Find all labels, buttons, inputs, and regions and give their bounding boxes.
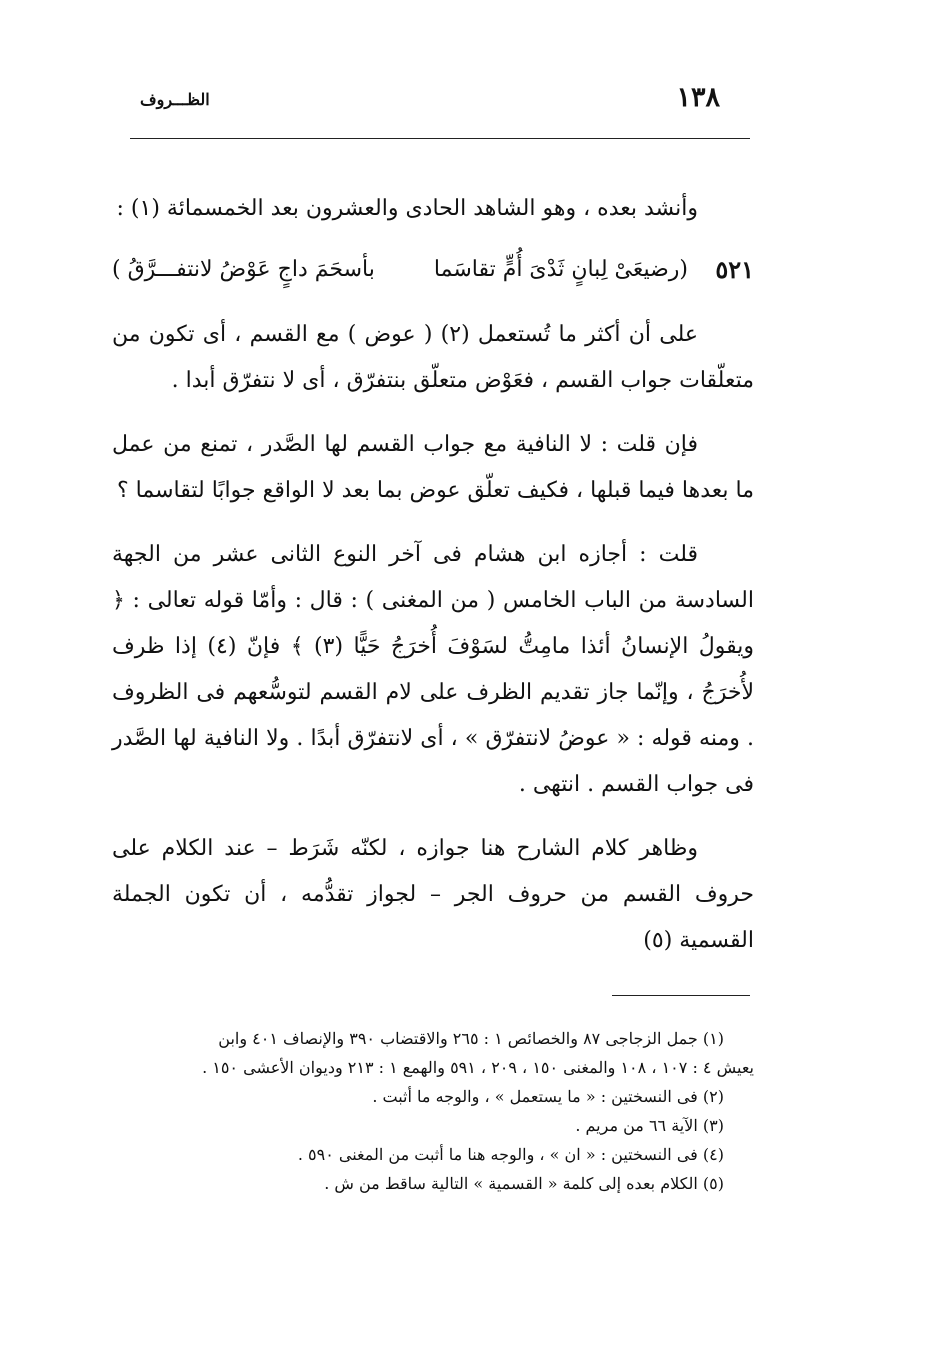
footnotes [112, 1024, 754, 1198]
page-header [130, 82, 750, 122]
paragraph-1: على أن أكثر ما تُستعمل (٢) ( عوض ) مع القسم ، أى تكون من متعلّقات جواب القسم ، فعَوْض متعلّق بنتفرّق ، أى لا نتفرّق أبدا . [112, 322, 754, 393]
footnote-4: (٤) فى النسختين : « ان » ، والوجه هنا ما أثبت من المغنى ٥٩٠ . [297, 1145, 724, 1164]
running-title: الظـــروف [140, 90, 210, 109]
footnote-5: (٥) الكلام بعده إلى كلمة « القسمية » التالية ساقط من ش . [324, 1174, 724, 1193]
paragraph-3: قلت : أجازه ابن هشام فى آخر النوع الثانى عشر من الجهة السادسة من الباب الخامس ( من المغنى ) : قال : وأمّا قوله تعالى : ﴿ ويقولُ الإنسانُ أئذا مامِتُّ لسَوْفَ أُخرَجُ حَيًّا (٣) ﴾ فإنّ (٤) إذا ظرف لأُخرَجُ ، وإنّما جاز تقديم الظرف على لام القسم لتوسُّعهم فى الظروف . ومنه قوله : « عوضُ لانتفرّق » ، أى لانتفرّق أبدًا . ولا النافية لها الصَّدر فى جواب القسم . انتهى . [112, 542, 754, 797]
verse-number: ٥٢١ [715, 255, 754, 284]
page-number: ١٣٨ [676, 82, 720, 113]
footnote-1-continuation: يعيش ٤ : ١٠٧ ، ١٠٨ والمغنى ١٥٠ ، ٢٠٩ ، ٥٩١ والهمع ١ : ٢١٣ وديوان الأعشى ١٥٠ . [202, 1058, 754, 1077]
poetry-verse [112, 250, 754, 290]
paragraph-2: فإن قلت : لا النافية مع جواب القسم لها الصَّدر ، تمنع من عمل ما بعدها فيما قبلها ، فكيف تعلّق عوض بما بعد لا الواقع جوابًا لتقاسما ؟ [112, 432, 754, 503]
paragraph-4: وظاهر كلام الشارح هنا جوازه ، لكنّه شَرَط – عند الكلام على حروف القسم من حروف الجر – لجواز تقدُّمه ، أن تكون الجملة القسمية (٥) [112, 836, 754, 953]
footnote-2: (٢) فى النسختين : « ما يستعمل » ، والوجه ما أثبت . [372, 1087, 724, 1106]
verse-second-hemistich: بأسحَمَ داجٍ عَوْضُ لانتفـــرَّقُ ) [112, 257, 375, 282]
verse-first-hemistich: (رضيعَىْ لِبانٍ ثَدْىَ أُمٍّ تقاسَما [433, 257, 688, 282]
footnote-separator [612, 995, 750, 996]
footnote-1: (١) جمل الزجاجى ٨٧ والخصائص ١ : ٢٦٥ والاقتضاب ٣٩٠ والإنصاف ٤٠١ وابن [218, 1029, 724, 1048]
intro-line: وأنشد بعده ، وهو الشاهد الحادى والعشرون بعد الخمسمائة (١) : [116, 196, 698, 221]
header-rule [130, 138, 750, 139]
main-text [112, 186, 754, 982]
footnote-3: (٣) الآية ٦٦ من مريم . [575, 1116, 724, 1135]
